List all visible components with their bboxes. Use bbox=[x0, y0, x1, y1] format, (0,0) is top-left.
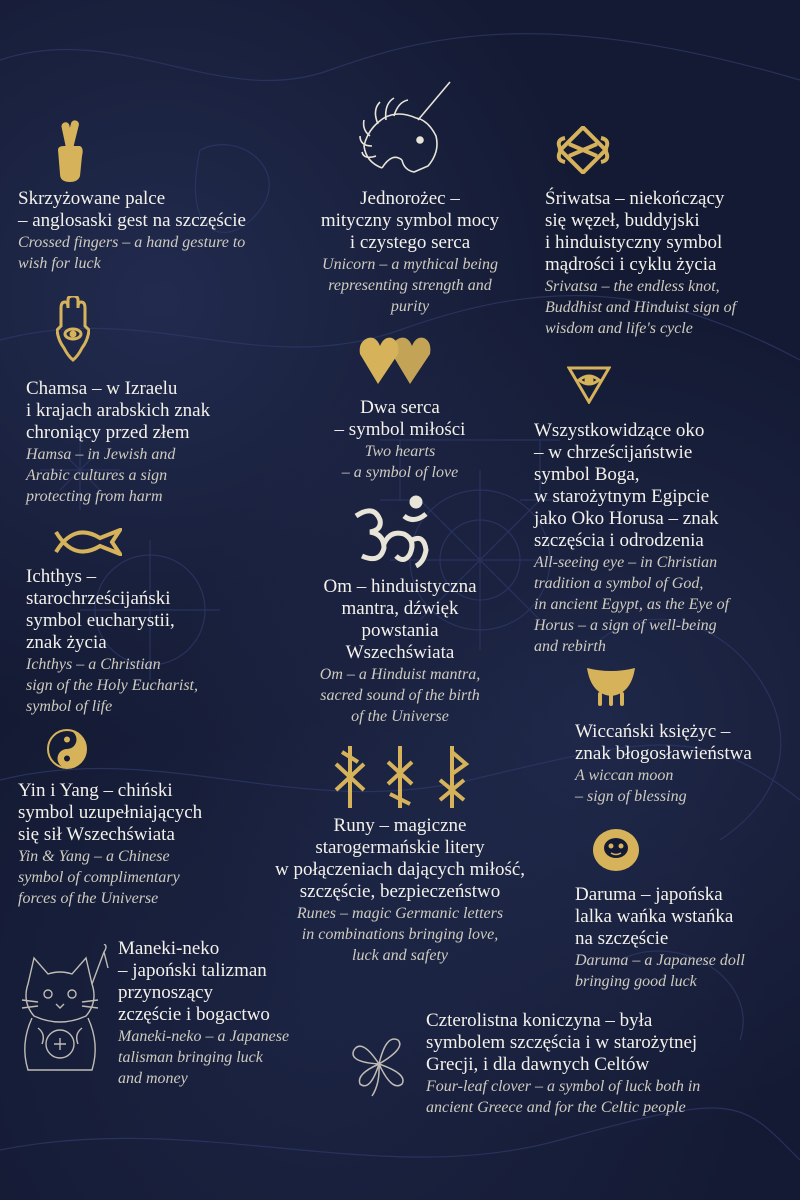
four-leaf-clover-icon bbox=[346, 1034, 412, 1098]
symbol-title-pl: Czterolistna koniczyna – była symbolem szczęścia i w starożytnej Grecji, i dla dawnych Celtów bbox=[426, 1010, 698, 1075]
unicorn-icon bbox=[358, 80, 456, 176]
symbol-title-pl: Ichthys – starochrześcijański symbol eucharystii, znak życia bbox=[26, 566, 175, 653]
two-hearts-icon bbox=[358, 334, 434, 386]
symbol-title-pl: Wiccański księżyc – znak błogosławieństwa bbox=[575, 721, 752, 764]
crescent-moon-icon bbox=[585, 664, 637, 708]
symbol-hearts bbox=[310, 397, 490, 483]
symbol-om bbox=[290, 576, 510, 727]
symbol-unicorn bbox=[290, 188, 530, 317]
symbol-hamsa bbox=[26, 378, 276, 507]
endless-knot-icon bbox=[553, 126, 613, 174]
crossed-fingers-icon bbox=[52, 118, 88, 184]
symbol-title-pl: Runy – magiczne starogermańskie litery w połączeniach dających miłość, szczęście, bezpieczeństwo bbox=[274, 815, 526, 902]
symbol-title-pl: Wszystkowidzące oko – w chrześcijaństwie symbol Boga, w starożytnym Egipcie jako Oko Horusa – znak szczęścia i odrodzenia bbox=[534, 420, 719, 551]
symbol-ichthys bbox=[26, 566, 256, 717]
symbol-desc-en: Runes – magic Germanic letters in combinations bringing love, luck and safety bbox=[296, 905, 504, 964]
symbol-title-pl: Chamsa – w Izraelu i krajach arabskich znak chroniący przed złem bbox=[26, 378, 211, 443]
symbol-desc-en: Ichthys – a Christian sign of the Holy Eucharist, symbol of life bbox=[26, 656, 198, 715]
symbol-title-pl: Śriwatsa – niekończący się węzeł, buddyjski i hinduistyczny symbol mądrości i cyklu życia bbox=[545, 188, 725, 275]
symbol-desc-en: Four-leaf clover – a symbol of luck both in ancient Greece and for the Celtic people bbox=[426, 1078, 701, 1116]
all-seeing-eye-icon bbox=[567, 366, 611, 404]
symbol-title-pl: Maneki-neko – japoński talizman przynoszący zczęście i bogactwo bbox=[118, 938, 270, 1025]
symbol-clover bbox=[426, 1010, 796, 1118]
symbol-eye bbox=[534, 420, 796, 657]
symbol-moon bbox=[575, 721, 797, 807]
symbol-desc-en: Yin & Yang – a Chinese symbol of complimentary forces of the Universe bbox=[18, 848, 180, 907]
symbol-fingers bbox=[18, 188, 298, 274]
symbol-title-pl: Om – hinduistyczna mantra, dźwięk powstania Wszechświata bbox=[323, 576, 477, 663]
symbol-desc-en: Hamsa – in Jewish and Arabic cultures a sign protecting from harm bbox=[26, 446, 176, 505]
runes-icon bbox=[330, 744, 474, 810]
om-icon bbox=[350, 494, 434, 570]
yin-yang-icon bbox=[46, 728, 88, 770]
symbol-desc-en: Srivatsa – the endless knot, Buddhist and Hinduist sign of wisdom and life's cycle bbox=[545, 278, 737, 337]
symbol-title-pl: Yin i Yang – chiński symbol uzupełniających się sił Wszechświata bbox=[18, 780, 203, 845]
symbol-yinyang bbox=[18, 780, 258, 909]
symbol-srivatsa bbox=[545, 188, 795, 339]
symbol-desc-en: Two hearts – a symbol of love bbox=[341, 443, 459, 481]
fish-icon bbox=[54, 528, 122, 556]
symbol-title-pl: Skrzyżowane palce – anglosaski gest na szczęście bbox=[18, 188, 246, 231]
symbol-desc-en: Maneki-neko – a Japanese talisman bringing luck and money bbox=[118, 1028, 290, 1087]
hamsa-icon bbox=[56, 296, 90, 362]
symbol-maneki bbox=[118, 938, 338, 1089]
symbol-desc-en: A wiccan moon – sign of blessing bbox=[575, 767, 687, 805]
symbol-desc-en: Crossed fingers – a hand gesture to wish for luck bbox=[18, 234, 246, 272]
symbol-title-pl: Jednorożec – mityczny symbol mocy i czystego serca bbox=[320, 188, 500, 253]
maneki-neko-icon bbox=[8, 944, 112, 1080]
symbol-daruma bbox=[575, 884, 795, 992]
symbol-title-pl: Dwa serca – symbol miłości bbox=[334, 397, 466, 440]
daruma-icon bbox=[591, 826, 641, 872]
symbol-desc-en: Om – a Hinduist mantra, sacred sound of the birth of the Universe bbox=[319, 666, 481, 725]
symbol-desc-en: All-seeing eye – in Christian tradition a symbol of God, in ancient Egypt, as the Eye of Horus – a sign of well-being and rebirth bbox=[534, 554, 730, 655]
symbol-title-pl: Daruma – japońska lalka wańka wstańka na szczęście bbox=[575, 884, 734, 949]
symbol-desc-en: Daruma – a Japanese doll bringing good luck bbox=[575, 952, 745, 990]
symbol-desc-en: Unicorn – a mythical being representing strength and purity bbox=[322, 256, 498, 315]
